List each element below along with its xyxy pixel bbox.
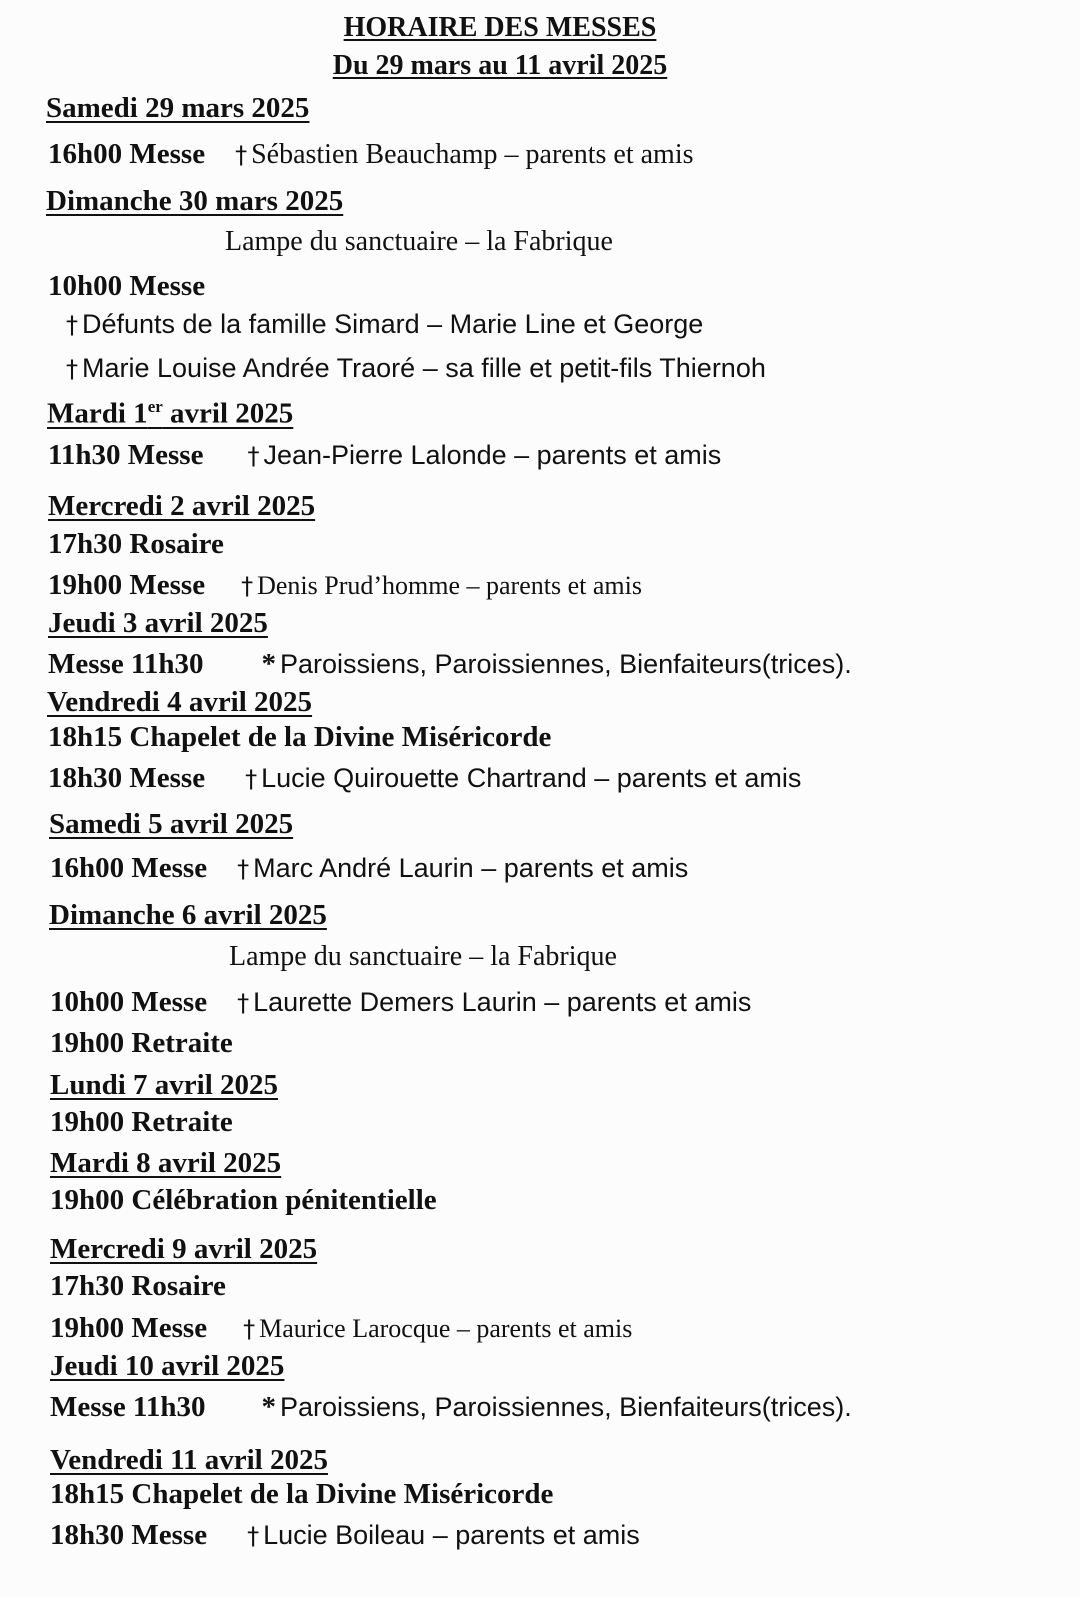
day-heading: Jeudi 3 avril 2025 xyxy=(48,607,268,639)
sanctuary-lamp-note: Lampe du sanctuaire – la Fabrique xyxy=(229,941,617,972)
mass-intention: Lucie Boileau – parents et amis xyxy=(263,1520,640,1550)
dagger-icon: † xyxy=(66,311,78,339)
retreat-time: 19h00 Retraite xyxy=(50,1106,233,1138)
mass-intention: Paroissiens, Paroissiennes, Bienfaiteurs(trices). xyxy=(279,1392,852,1422)
retreat-time: 19h00 Retraite xyxy=(50,1027,233,1059)
schedule-entry xyxy=(66,309,703,340)
mass-time: 19h00 Messe xyxy=(50,1312,208,1344)
schedule-entry xyxy=(48,138,694,171)
dagger-icon: † xyxy=(237,855,250,883)
mass-intention: Laurette Demers Laurin – parents et amis xyxy=(253,987,752,1017)
mass-time: Messe 11h30 xyxy=(48,648,204,680)
dagger-icon: † xyxy=(66,355,78,383)
day-heading: Vendredi 4 avril 2025 xyxy=(47,686,313,718)
dagger-icon: † xyxy=(245,765,258,793)
day-heading: Mardi 1er avril 2025 xyxy=(47,397,294,430)
chaplet-time: 18h15 Chapelet de la Divine Miséricorde xyxy=(50,1478,554,1510)
schedule-entry xyxy=(50,852,688,885)
day-heading: Mercredi 2 avril 2025 xyxy=(48,490,316,522)
day-heading: Dimanche 30 mars 2025 xyxy=(46,185,344,217)
schedule-entry xyxy=(50,1312,632,1345)
date-range-subtitle: Du 29 mars au 11 avril 2025 xyxy=(332,50,668,81)
penitential-celebration: 19h00 Célébration pénitentielle xyxy=(50,1184,437,1216)
day-heading: Jeudi 10 avril 2025 xyxy=(50,1350,285,1382)
schedule-entry xyxy=(66,353,766,384)
mass-time: 10h00 Messe xyxy=(48,270,206,302)
mass-time: 16h00 Messe xyxy=(50,852,208,884)
mass-time: 18h30 Messe xyxy=(50,1519,208,1551)
rosary-time: 17h30 Rosaire xyxy=(48,528,224,560)
rosary-time: 17h30 Rosaire xyxy=(50,1270,226,1302)
schedule-entry xyxy=(50,1519,640,1552)
mass-time: 11h30 Messe xyxy=(48,439,204,471)
day-heading: Vendredi 11 avril 2025 xyxy=(50,1444,328,1476)
dagger-icon: † xyxy=(237,989,250,1017)
day-heading: Dimanche 6 avril 2025 xyxy=(49,899,327,931)
mass-time: 19h00 Messe xyxy=(48,569,206,601)
mass-intention: Marc André Laurin – parents et amis xyxy=(253,853,689,883)
mass-intention: Défunts de la famille Simard – Marie Line et George xyxy=(82,309,704,339)
mass-intention: Denis Prud’homme – parents et amis xyxy=(257,571,642,600)
schedule-entry xyxy=(48,762,801,795)
day-heading: Mercredi 9 avril 2025 xyxy=(50,1233,318,1265)
page-title: HORAIRE DES MESSES xyxy=(343,12,657,43)
mass-intention: Paroissiens, Paroissiennes, Bienfaiteurs(trices). xyxy=(279,649,852,679)
day-heading: Samedi 5 avril 2025 xyxy=(49,808,294,840)
mass-time: 18h30 Messe xyxy=(48,762,206,794)
mass-time: Messe 11h30 xyxy=(50,1391,206,1423)
mass-intention: Sébastien Beauchamp – parents et amis xyxy=(251,139,694,170)
day-heading: Mardi 8 avril 2025 xyxy=(50,1147,282,1179)
asterisk-icon: * xyxy=(261,648,276,680)
mass-time: 16h00 Messe xyxy=(48,138,206,170)
mass-intention: Marie Louise Andrée Traoré – sa fille et petit-fils Thiernoh xyxy=(82,353,766,383)
dagger-icon: † xyxy=(243,1315,256,1343)
chaplet-time: 18h15 Chapelet de la Divine Miséricorde xyxy=(48,721,552,753)
day-heading: Samedi 29 mars 2025 xyxy=(46,92,310,124)
schedule-entry xyxy=(48,439,721,472)
sanctuary-lamp-note: Lampe du sanctuaire – la Fabrique xyxy=(225,226,613,257)
schedule-entry xyxy=(48,569,642,602)
schedule-entry xyxy=(50,986,751,1019)
mass-intention: Maurice Larocque – parents et amis xyxy=(259,1314,633,1343)
dagger-icon: † xyxy=(247,442,260,470)
dagger-icon: † xyxy=(241,572,254,600)
mass-intention: Lucie Quirouette Chartrand – parents et amis xyxy=(261,763,802,793)
dagger-icon: † xyxy=(235,141,248,169)
mass-time: 10h00 Messe xyxy=(50,986,208,1018)
day-heading: Lundi 7 avril 2025 xyxy=(50,1069,279,1101)
dagger-icon: † xyxy=(247,1522,260,1550)
schedule-entry xyxy=(50,1391,852,1424)
asterisk-icon: * xyxy=(261,1391,276,1423)
schedule-entry xyxy=(48,648,852,681)
mass-intention: Jean-Pierre Lalonde – parents et amis xyxy=(263,440,722,470)
